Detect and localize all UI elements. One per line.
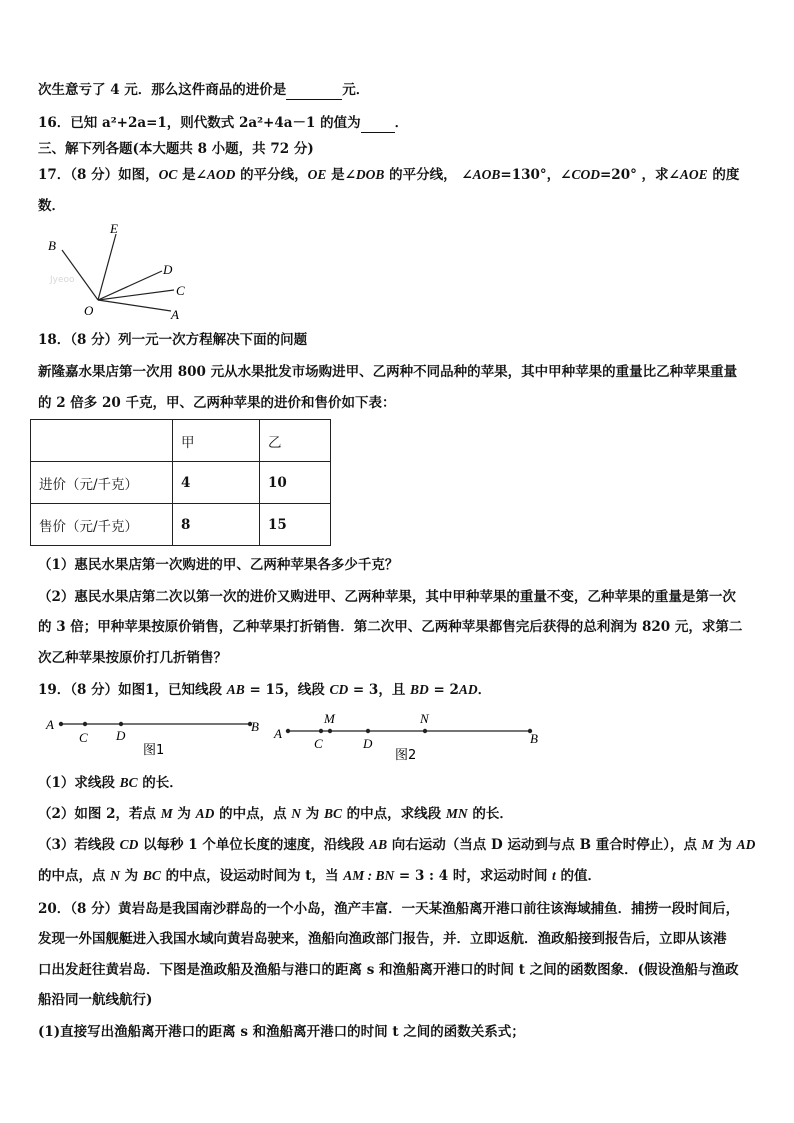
math-m: M (701, 837, 714, 852)
q17-text: =130°，∠ (500, 167, 572, 183)
math-oc: OC (158, 167, 178, 182)
q19-text: 的中点，点 (214, 806, 292, 822)
label-d: D (363, 736, 373, 751)
math-n: N (291, 806, 302, 821)
segment-figures (38, 707, 558, 769)
q18-heading: 18．（8 分）列一元一次方程解决下面的问题 (38, 332, 308, 348)
point-c (83, 722, 87, 726)
section-heading: 三、解下列各题(本大题共 8 小题，共 72 分) (38, 141, 314, 157)
q18-para-1: 新隆嘉水果店第一次用 800 元从水果批发市场购进甲、乙两种不同品种的苹果，其中甲种苹果的重量比乙种苹果重量 (38, 364, 738, 380)
math-t: t (552, 868, 556, 883)
q19-text: 的中点，点 (38, 868, 111, 884)
q20-sub-1: (1)直接写出渔船离开港口的距离 s 和渔船离开港口的时间 t 之间的函数关系式； (38, 1024, 525, 1040)
table-cell: 10 (260, 462, 331, 504)
q17-line1 (38, 165, 739, 185)
table-header-row (31, 420, 331, 462)
label-b: B (48, 238, 56, 253)
q19-text: = 15，线段 (244, 682, 330, 698)
table-header-cell (31, 420, 173, 462)
ray-oe (98, 234, 116, 300)
figure-caption: 图1 (143, 743, 165, 758)
q19-text: = 3，且 (348, 682, 411, 698)
math-dob: DOB (355, 167, 385, 182)
q19-text: （1）求线段 (38, 775, 120, 791)
q19-text: = 2 (428, 682, 459, 698)
q19-text: （2）如图 2，若点 (38, 806, 161, 822)
q16-text: 16．已知 a²+2a=1，则代数式 2a²+4a－1 的值为 (38, 115, 361, 131)
answer-blank (286, 85, 342, 100)
q20-para-3: 口出发赶往黄岩岛．下图是渔政船及渔船与港口的距离 s 和渔船离开港口的时间 t 之间的函数图象．(假设渔船与渔政 (38, 962, 739, 978)
math-bc: BC (119, 775, 138, 790)
q19-text: （3）若线段 (38, 837, 120, 853)
q19-text: 为 (301, 806, 324, 822)
q19-sub-2 (38, 804, 513, 824)
q19-text: 为 (172, 806, 196, 822)
table-header-cell: 乙 (260, 420, 331, 462)
q17-text: =20° ，求∠ (600, 167, 680, 183)
ray-oa (98, 300, 171, 311)
q19-text: ． (477, 682, 492, 698)
math-ratio: AM : BN (343, 868, 395, 883)
math-aod: AOD (206, 167, 236, 182)
q20-para-4: 船沿同一航线航行) (38, 992, 153, 1008)
math-mn: MN (445, 806, 468, 821)
label-e: E (110, 221, 118, 236)
math-ad: AD (458, 682, 478, 697)
q16-text-end: ． (394, 115, 409, 131)
table-header-cell: 甲 (173, 420, 260, 462)
q17-text: 是∠ (326, 167, 356, 183)
point-d (366, 729, 370, 733)
table-cell: 进价（元/千克） (31, 462, 173, 504)
q19-sub-1 (38, 773, 183, 793)
point-d (119, 722, 123, 726)
label-c: C (314, 736, 323, 751)
point-c (319, 729, 323, 733)
label-b: B (251, 719, 259, 734)
label-o: O (84, 303, 94, 318)
point-a (59, 722, 63, 726)
q18-sub-1: （1）惠民水果店第一次购进的甲、乙两种苹果各多少千克？ (38, 557, 399, 573)
table-cell: 8 (173, 504, 260, 546)
answer-blank (361, 118, 395, 133)
q19-text: 向右运动（当点 D 运动到与点 B 重合时停止），点 (387, 837, 702, 853)
figure-2 (273, 711, 538, 763)
math-bc: BC (323, 806, 342, 821)
q19-sub-3b (38, 866, 601, 886)
q18-sub-2a: （2）惠民水果店第二次以第一次的进价又购进甲、乙两种苹果，其中甲种苹果的重量不变，乙种苹果的重量是第一次 (38, 589, 736, 605)
table-row (31, 462, 331, 504)
figure-1 (45, 717, 259, 758)
q17-text: 的平分线， (235, 167, 308, 183)
math-cd: CD (119, 837, 139, 852)
q19-text: 的值． (555, 868, 601, 884)
label-a: A (46, 717, 54, 732)
q15-tail (38, 80, 369, 100)
q18-sub-2b: 的 3 倍；甲种苹果按原价销售，乙种苹果打折销售．第二次甲、乙两种苹果都售完后获得的总利润为 820 元，求第二 (38, 619, 743, 635)
q17-text: 的度 (707, 167, 740, 183)
math-bc: BC (142, 868, 161, 883)
q19-text: 的中点，设运动时间为 t，当 (160, 868, 344, 884)
math-cod: COD (571, 167, 600, 182)
q17-text: 是∠ (177, 167, 207, 183)
q20-para-2: 发现一外国舰艇进入我国水域向黄岩岛驶来，渔船向渔政部门报告，并．立即返航．渔政船接到报告后，立即从该港 (38, 931, 727, 947)
table-cell: 4 (173, 462, 260, 504)
q18-sub-2c: 次乙种苹果按原价打几折销售？ (38, 650, 227, 666)
math-ab: AB (369, 837, 388, 852)
q17-text: 17．（8 分）如图， (38, 167, 159, 183)
q15-text-end: 元． (342, 82, 370, 98)
table-row (31, 504, 331, 546)
label-c: C (176, 283, 185, 298)
label-a: A (274, 726, 282, 741)
math-cd: CD (329, 682, 349, 697)
point-a (286, 729, 290, 733)
table-cell: 售价（元/千克） (31, 504, 173, 546)
point-n (423, 729, 427, 733)
label-b: B (530, 731, 538, 746)
figure-caption: 图2 (395, 748, 417, 763)
angle-figure (36, 218, 216, 323)
q19-text: 以每秒 1 个单位长度的速度，沿线段 (138, 837, 370, 853)
math-aob: AOB (472, 167, 501, 182)
label-c: C (79, 730, 88, 745)
label-n: N (420, 711, 429, 726)
q15-text: 次生意亏了 4 元．那么这件商品的进价是 (38, 82, 287, 98)
q17-line2: 数． (38, 198, 65, 214)
label-m: M (324, 711, 335, 726)
q20-para-1: 20．（8 分）黄岩岛是我国南沙群岛的一个小岛，渔产丰富．一天某渔船离开港口前往该海域捕鱼．捕捞一段时间后， (38, 901, 740, 917)
q19-sub-3a (38, 835, 755, 855)
math-m: M (160, 806, 173, 821)
label-a: A (171, 307, 179, 322)
math-n: N (110, 868, 120, 883)
q16 (38, 113, 408, 133)
label-d: D (116, 728, 126, 743)
q18-para-2: 的 2 倍多 20 千克，甲、乙两种苹果的进价和售价如下表： (38, 395, 396, 411)
table-cell: 15 (260, 504, 331, 546)
math-ad: AD (195, 806, 215, 821)
math-oe: OE (307, 167, 327, 182)
math-bd: BD (410, 682, 429, 697)
watermark: Jyeoo (50, 275, 75, 285)
q19-text: 的中点，求线段 (341, 806, 446, 822)
q19-text: 的长． (137, 775, 183, 791)
label-d: D (163, 262, 173, 277)
price-table (30, 419, 331, 546)
q19-text: 的长． (467, 806, 513, 822)
q19-heading (38, 680, 491, 700)
math-ad: AD (736, 837, 756, 852)
math-aoe: AOE (679, 167, 708, 182)
q19-text: 为 (119, 868, 143, 884)
math-ab: AB (226, 682, 245, 697)
point-m (328, 729, 332, 733)
q19-text: 为 (713, 837, 737, 853)
q19-text: = 3 : 4 时，求运动时间 (394, 868, 553, 884)
q19-text: 19．（8 分）如图1，已知线段 (38, 682, 227, 698)
q17-text: 的平分线， ∠ (384, 167, 473, 183)
